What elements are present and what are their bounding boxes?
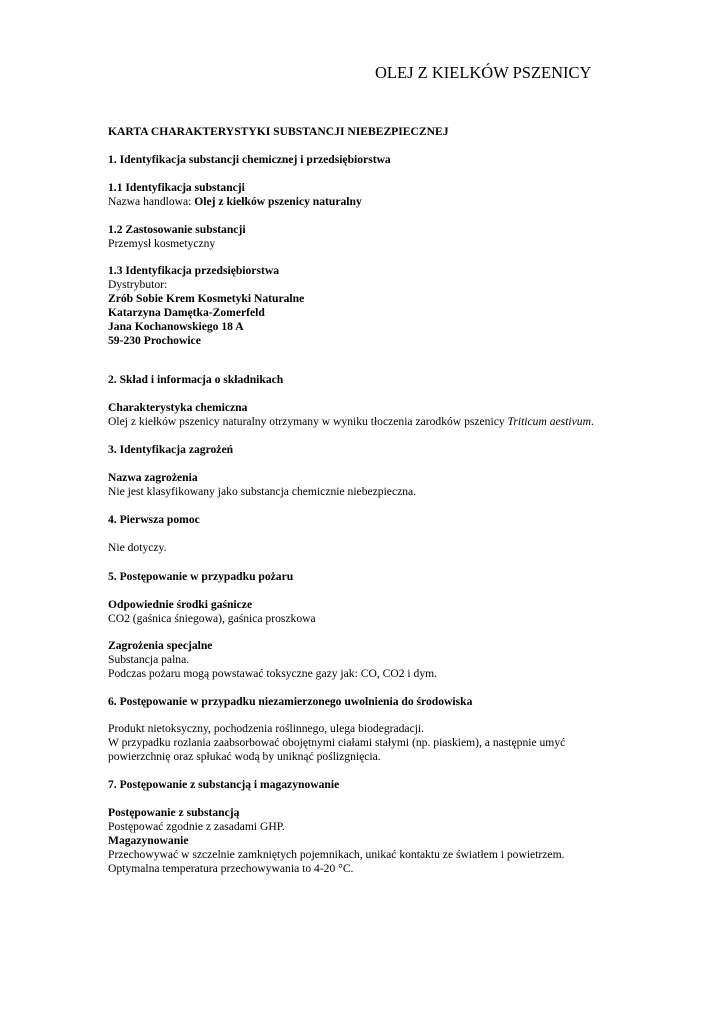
owner-name: Katarzyna Damętka-Zomerfeld bbox=[108, 305, 265, 319]
section-1-2 bbox=[108, 223, 698, 251]
distributor-label: Dystrybutor: bbox=[108, 277, 168, 291]
section-1-2-heading: 1.2 Zastosowanie substancji bbox=[108, 223, 246, 236]
section-6-heading-text: 6. Postępowanie w przypadku niezamierzonego uwolnienia do środowiska bbox=[108, 695, 473, 708]
handling-heading: Postępowanie z substancją bbox=[108, 806, 240, 819]
trade-name-value: Olej z kiełków pszenicy naturalny bbox=[194, 194, 362, 208]
extinguishing-heading: Odpowiednie środki gaśnicze bbox=[108, 598, 253, 611]
chem-char-text bbox=[108, 415, 698, 429]
storage-line-1: Przechowywać w szczelnie zamkniętych pojemnikach, unikać kontaktu ze światłem i powietrzem. bbox=[108, 847, 565, 861]
street-address: Jana Kochanowskiego 18 A bbox=[108, 319, 244, 333]
section-4-heading bbox=[108, 513, 698, 527]
chem-char-period: . bbox=[590, 414, 594, 428]
section-6-body bbox=[108, 722, 698, 764]
special-hazards-line-1: Substancja palna. bbox=[108, 652, 190, 666]
section-2-heading bbox=[108, 373, 698, 387]
chem-char-heading: Charakterystyka chemiczna bbox=[108, 401, 248, 414]
section-5-media bbox=[108, 598, 698, 626]
section-3-heading-text: 3. Identyfikacja zagrożeń bbox=[108, 443, 234, 456]
sheet-heading bbox=[108, 125, 698, 139]
section-1-3-heading: 1.3 Identyfikacja przedsiębiorstwa bbox=[108, 264, 279, 277]
special-hazards-heading: Zagrożenia specjalne bbox=[108, 639, 213, 652]
section-4-heading-text: 4. Pierwsza pomoc bbox=[108, 513, 200, 526]
section-5-heading bbox=[108, 570, 698, 584]
hazard-text: Nie jest klasyfikowany jako substancja chemicznie niebezpieczna. bbox=[108, 484, 417, 498]
section-5-special bbox=[108, 639, 698, 681]
use-text: Przemysł kosmetyczny bbox=[108, 236, 216, 250]
release-line-1: Produkt nietoksyczny, pochodzenia roślinnego, ulega biodegradacji. bbox=[108, 722, 425, 735]
special-hazards-line-2: Podczas pożaru mogą powstawać toksyczne gazy jak: CO, CO2 i dym. bbox=[108, 666, 438, 680]
first-aid-text: Nie dotyczy. bbox=[108, 541, 167, 554]
section-1-1-heading: 1.1 Identyfikacja substancji bbox=[108, 181, 245, 194]
section-7-heading bbox=[108, 778, 698, 792]
document-title: OLEJ Z KIELKÓW PSZENICY bbox=[375, 63, 592, 82]
section-7-heading-text: 7. Postępowanie z substancją i magazynowanie bbox=[108, 778, 340, 791]
section-4-body bbox=[108, 541, 698, 555]
section-3-heading bbox=[108, 443, 698, 457]
release-line-2: W przypadku rozlania zaabsorbować obojętnymi ciałami stałymi (np. piaskiem), a następnie umyć bbox=[108, 735, 566, 749]
section-7-body bbox=[108, 806, 698, 876]
section-1-3 bbox=[108, 264, 698, 347]
section-2-heading-text: 2. Skład i informacja o składnikach bbox=[108, 373, 284, 386]
sheet-heading-text: KARTA CHARAKTERYSTYKI SUBSTANCJI NIEBEZPIECZNEJ bbox=[108, 125, 449, 138]
company-name: Zrób Sobie Krem Kosmetyki Naturalne bbox=[108, 291, 305, 305]
handling-text: Postępować zgodnie z zasadami GHP. bbox=[108, 819, 285, 833]
extinguishing-text: CO2 (gaśnica śniegowa), gaśnica proszkowa bbox=[108, 611, 316, 625]
storage-line-2: Optymalna temperatura przechowywania to 4-20 °C. bbox=[108, 861, 354, 875]
section-1-heading-text: 1. Identyfikacja substancji chemicznej i przedsiębiorstwa bbox=[108, 153, 391, 166]
section-3-body bbox=[108, 471, 698, 499]
section-1-1 bbox=[108, 181, 698, 209]
release-line-3: powierzchnię oraz spłukać wodą by uniknąć poślizgnięcia. bbox=[108, 749, 381, 763]
trade-name-label: Nazwa handlowa: bbox=[108, 194, 195, 208]
hazard-heading: Nazwa zagrożenia bbox=[108, 471, 198, 484]
section-6-heading bbox=[108, 695, 698, 709]
city-address: 59-230 Prochowice bbox=[108, 333, 201, 347]
trade-name-line bbox=[108, 195, 698, 209]
chem-char-description: Olej z kiełków pszenicy naturalny otrzymany w wyniku tłoczenia zarodków pszenicy bbox=[108, 414, 508, 428]
section-1-heading bbox=[108, 153, 698, 167]
storage-heading: Magazynowanie bbox=[108, 833, 189, 847]
species-name: Triticum aestivum bbox=[507, 414, 591, 428]
section-5-heading-text: 5. Postępowanie w przypadku pożaru bbox=[108, 570, 294, 583]
section-2-body bbox=[108, 401, 698, 429]
